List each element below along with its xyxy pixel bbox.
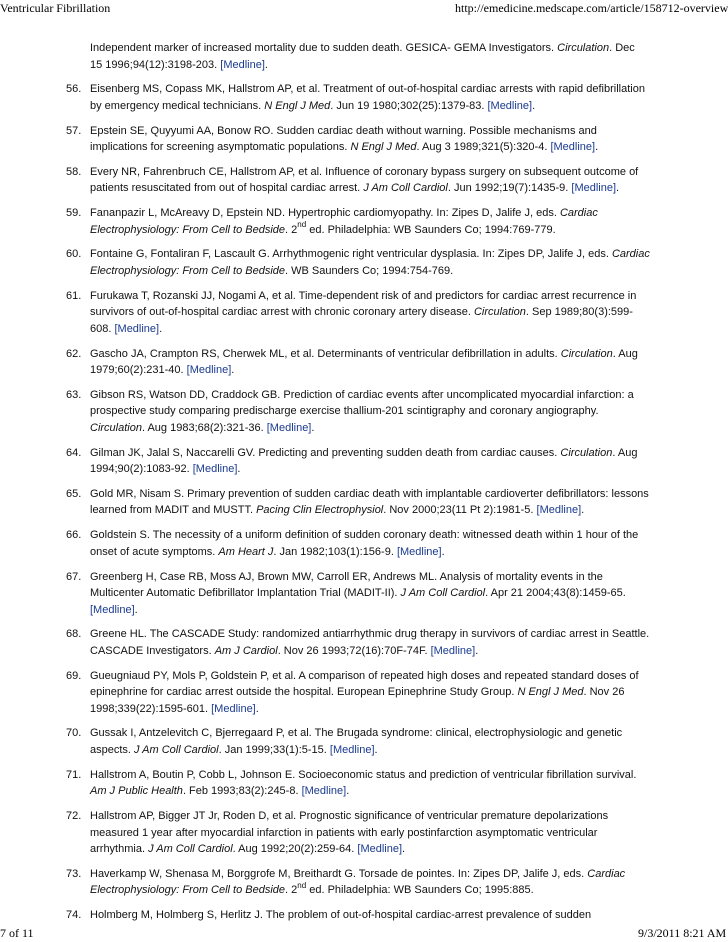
reference-source: Circulation	[560, 446, 613, 459]
reference-source: J Am Coll Cardiol	[363, 182, 448, 195]
medline-link[interactable]: [Medline]	[211, 702, 256, 715]
reference-text	[90, 387, 650, 437]
reference-text-segment: Gussak I, Antzelevitch C, Bjerregaard P, et al. The Brugada syndrome: clinical, electrophysiologic and genetic aspects.	[90, 727, 623, 756]
reference-source: N Engl J Med	[350, 141, 417, 154]
reference-text-segment: ed. Philadelphia: WB Saunders Co; 1994:769-779.	[306, 223, 556, 236]
reference-text-segment: .	[264, 58, 268, 71]
reference-list	[0, 40, 728, 932]
reference-text-segment: .	[616, 182, 620, 195]
reference-text-segment: . Jun 19 1980;302(25):1379-83.	[330, 99, 488, 112]
reference-text	[90, 40, 650, 73]
reference-number: 59.	[66, 207, 82, 220]
reference-item	[0, 40, 728, 73]
reference-item	[0, 445, 728, 478]
reference-text-segment: Epstein SE, Quyyumi AA, Bonow RO. Sudden cardiac death without warning. Possible mechanisms and implications for screening asymptomatic populations.	[90, 124, 597, 154]
page-header	[0, 1, 728, 17]
reference-number: 65.	[66, 487, 82, 500]
reference-text-segment: . 2	[285, 223, 298, 236]
reference-text	[90, 866, 650, 899]
reference-source: J Am Coll Cardiol	[400, 587, 486, 600]
reference-text-segment: .	[441, 545, 445, 558]
reference-item	[0, 808, 728, 858]
reference-text-segment: .	[237, 463, 241, 476]
reference-text-segment: . Aug 3 1989;321(5):320-4.	[416, 141, 551, 154]
reference-text-segment: .	[255, 702, 259, 715]
edition-superscript: nd	[297, 220, 307, 230]
reference-text	[90, 668, 650, 718]
reference-number: 68.	[66, 628, 82, 641]
medline-link[interactable]: [Medline]	[430, 644, 476, 657]
header-title: Ventricular Fibrillation	[0, 1, 111, 15]
reference-text-segment: Fontaine G, Fontaliran F, Lascault G. Arrhythmogenic right ventricular dysplasia. In: Zipes DP, Jalife J, eds.	[90, 248, 612, 261]
reference-source: Pacing Clin Electrophysiol	[256, 504, 384, 517]
medline-link[interactable]: [Medline]	[220, 58, 265, 71]
reference-text-segment: Gascho JA, Crampton RS, Cherwek ML, et al. Determinants of ventricular defibrillation in adults.	[90, 347, 561, 360]
reference-source: Cardiac Electrophysiology: From Cell to Bedside	[90, 207, 598, 236]
reference-text-segment: Fananpazir L, McAreavy D, Epstein ND. Hypertrophic cardiomyopathy. In: Zipes D, Jalife J, eds.	[90, 207, 560, 220]
reference-text-segment: .	[231, 364, 235, 377]
reference-item	[0, 725, 728, 758]
reference-item	[0, 626, 728, 659]
reference-text-segment: .	[374, 743, 378, 756]
reference-text	[90, 486, 650, 519]
reference-text-segment: . WB Saunders Co; 1994:754-769.	[285, 264, 454, 277]
medline-link[interactable]: [Medline]	[114, 322, 160, 335]
reference-source: Circulation	[557, 42, 610, 54]
reference-number: 56.	[66, 83, 82, 96]
reference-text-segment: . Jun 1992;19(7):1435-9.	[447, 182, 572, 195]
reference-item	[0, 288, 728, 338]
reference-text-segment: Gibson RS, Watson DD, Craddock GB. Prediction of cardiac events after uncomplicated myocardial infarction: a prospective study comparing predischarge exercise thallium-201 scintigraphy and coronary angiography.	[90, 388, 634, 418]
reference-text-segment: . Aug 1994;90(2):1083-92.	[90, 446, 638, 476]
reference-number: 74.	[66, 909, 82, 922]
reference-source: N Engl J Med	[264, 99, 331, 112]
reference-number: 63.	[66, 388, 82, 401]
reference-source: Am J Public Health	[90, 785, 183, 798]
reference-text-segment: Holmberg M, Holmberg S, Herlitz J. The problem of out-of-hospital cardiac-arrest prevalence of sudden	[90, 909, 592, 922]
reference-text-segment: .	[311, 421, 315, 434]
reference-text-segment: Independent marker of increased mortality due to sudden death. GESICA- GEMA Investigators.	[90, 42, 558, 54]
reference-number: 71.	[66, 768, 82, 781]
reference-text	[90, 246, 650, 279]
reference-source: Am Heart J	[218, 545, 274, 558]
reference-item	[0, 866, 728, 899]
medline-link[interactable]: [Medline]	[192, 463, 238, 476]
reference-text	[90, 907, 650, 924]
medline-link[interactable]: [Medline]	[90, 603, 135, 616]
reference-text-segment: . Nov 2000;23(11 Pt 2):1981-5.	[383, 504, 537, 517]
reference-text	[90, 626, 650, 659]
reference-text-segment: Eisenberg MS, Copass MK, Hallstrom AP, et al. Treatment of out-of-hospital cardiac arrests with rapid defibrillation by emergency medical technicians.	[90, 83, 645, 112]
reference-item	[0, 164, 728, 197]
reference-text-segment: .	[532, 99, 536, 112]
reference-number: 58.	[66, 165, 82, 178]
medline-link[interactable]: [Medline]	[571, 182, 617, 195]
medline-link[interactable]: [Medline]	[487, 99, 533, 112]
reference-text	[90, 808, 650, 858]
reference-item	[0, 81, 728, 114]
print-timestamp: 9/3/2011 8:21 AM	[638, 926, 727, 940]
reference-number: 60.	[66, 248, 82, 261]
reference-text-segment: .	[475, 644, 479, 657]
reference-text-segment: . Dec 15 1996;94(12):3198-203.	[90, 42, 635, 71]
reference-number: 72.	[66, 810, 82, 823]
reference-item	[0, 205, 728, 238]
reference-text-segment: Gilman JK, Jalal S, Naccarelli GV. Predicting and preventing sudden death from cardiac causes.	[90, 446, 561, 459]
reference-text-segment: Gold MR, Nisam S. Primary prevention of sudden cardiac death with implantable cardioverter defibrillators: lessons learned from MADIT and MUSTT.	[90, 487, 649, 517]
reference-source: Circulation	[90, 421, 142, 434]
medline-link[interactable]: [Medline]	[329, 743, 375, 756]
medline-link[interactable]: [Medline]	[550, 141, 596, 154]
reference-source: Circulation	[473, 306, 526, 319]
reference-text-segment: .	[346, 785, 350, 798]
reference-item	[0, 668, 728, 718]
reference-source: Cardiac Electrophysiology: From Cell to Bedside	[90, 248, 650, 277]
reference-number: 61.	[66, 289, 82, 302]
reference-text	[90, 81, 650, 114]
reference-text-segment: . Nov 26 1998;339(22):1595-601.	[90, 686, 625, 715]
medline-link[interactable]: [Medline]	[301, 785, 347, 798]
reference-text	[90, 205, 650, 238]
reference-text-segment: Goldstein S. The necessity of a uniform definition of sudden coronary death: witnessed death within 1 hour of the onset of acute symptoms.	[90, 529, 639, 558]
reference-number: 62.	[66, 347, 82, 360]
reference-text-segment: .	[581, 504, 585, 517]
header-url[interactable]: http://emedicine.medscape.com/article/158712-overview	[455, 1, 728, 15]
reference-source: J Am Coll Cardiol	[148, 843, 233, 856]
reference-item	[0, 123, 728, 156]
reference-text-segment: .	[159, 322, 163, 335]
reference-text-segment: . Aug 1979;60(2):231-40.	[90, 347, 638, 377]
reference-item	[0, 246, 728, 279]
medline-link[interactable]: [Medline]	[186, 364, 232, 377]
reference-source: J Am Coll Cardiol	[134, 743, 219, 756]
reference-item	[0, 569, 728, 619]
reference-text-segment: Furukawa T, Rozanski JJ, Nogami A, et al. Time-dependent risk of and predictors for cardiac arrest recurrence in survivors of out-of-hospital cardiac arrest with chronic coronary artery disease.	[90, 289, 637, 319]
reference-text-segment: .	[402, 843, 406, 856]
reference-text	[90, 288, 650, 338]
reference-item	[0, 486, 728, 519]
reference-item	[0, 767, 728, 800]
page-number: 7 of 11	[0, 926, 34, 940]
medline-link[interactable]: [Medline]	[536, 504, 582, 517]
reference-item	[0, 387, 728, 437]
reference-text-segment: Greene HL. The CASCADE Study: randomized antiarrhythmic drug therapy in survivors of cardiac arrest in Seattle. CASCADE Investigators.	[90, 628, 650, 657]
reference-source: N Engl J Med	[517, 686, 584, 699]
reference-number: 67.	[66, 570, 82, 583]
reference-text-segment: . 2	[285, 884, 298, 897]
reference-text-segment: . Feb 1993;83(2):245-8.	[182, 785, 302, 798]
reference-text-segment: .	[134, 603, 138, 616]
reference-source: Cardiac Electrophysiology: From Cell to Bedside	[90, 867, 626, 897]
reference-text-segment: . Jan 1999;33(1):5-15.	[218, 743, 330, 756]
reference-text	[90, 123, 650, 156]
reference-text-segment: . Apr 21 2004;43(8):1459-65.	[485, 587, 626, 600]
reference-number: 69.	[66, 669, 82, 682]
reference-text	[90, 445, 650, 478]
reference-item	[0, 527, 728, 560]
reference-text-segment: Hallstrom AP, Bigger JT Jr, Roden D, et al. Prognostic significance of ventricular premature depolarizations measured 1 year after myocardial infarction in patients with early postinfarction asymptomatic ventricular arrhythmia.	[90, 810, 609, 856]
reference-text-segment: Gueugniaud PY, Mols P, Goldstein P, et al. A comparison of repeated high doses and repeated standard doses of epinephrine for cardiac arrest outside the hospital. European Epinephrine Study Group.	[90, 669, 639, 699]
reference-text-segment: . Jan 1982;103(1):156-9.	[273, 545, 397, 558]
reference-text-segment: Every NR, Fahrenbruch CE, Hallstrom AP, et al. Influence of coronary bypass surgery on subsequent outcome of patients resuscitated from out of hospital cardiac arrest.	[90, 165, 639, 195]
reference-item	[0, 907, 728, 924]
reference-text-segment: . Nov 26 1993;72(16):70F-74F.	[277, 644, 431, 657]
reference-text	[90, 527, 650, 560]
reference-text	[90, 164, 650, 197]
medline-link[interactable]: [Medline]	[357, 843, 403, 856]
medline-link[interactable]: [Medline]	[396, 545, 442, 558]
reference-text-segment: ed. Philadelphia: WB Saunders Co; 1995:885.	[306, 884, 534, 897]
reference-number: 64.	[66, 446, 82, 459]
page-footer	[0, 926, 728, 942]
medline-link[interactable]: [Medline]	[266, 421, 312, 434]
reference-text	[90, 569, 650, 619]
reference-source: Am J Cardiol	[214, 644, 278, 657]
reference-number: 66.	[66, 529, 82, 542]
reference-number: 73.	[66, 867, 82, 880]
reference-number: 70.	[66, 727, 82, 740]
reference-text	[90, 767, 650, 800]
reference-number: 57.	[66, 124, 82, 137]
reference-text-segment: . Aug 1983;68(2):321-36.	[141, 421, 267, 434]
reference-item	[0, 346, 728, 379]
reference-text-segment: Greenberg H, Case RB, Moss AJ, Brown MW, Carroll ER, Andrews ML. Analysis of mortality events in the Multicenter Automatic Defibrillator Implantation Trial (MADIT-II).	[90, 570, 603, 600]
reference-text-segment: . Aug 1992;20(2):259-64.	[232, 843, 358, 856]
reference-text-segment: Haverkamp W, Shenasa M, Borggrofe M, Breithardt G. Torsade de pointes. In: Zipes DP, Jalife J, eds.	[90, 867, 588, 880]
reference-text	[90, 725, 650, 758]
reference-text-segment: .	[595, 141, 599, 154]
reference-source: Circulation	[560, 347, 613, 360]
reference-text-segment: Hallstrom A, Boutin P, Cobb L, Johnson E. Socioeconomic status and prediction of ventricular fibrillation survival.	[90, 768, 637, 781]
edition-superscript: nd	[297, 880, 307, 890]
reference-text	[90, 346, 650, 379]
reference-text-segment: . Sep 1989;80(3):599-608.	[90, 306, 633, 335]
